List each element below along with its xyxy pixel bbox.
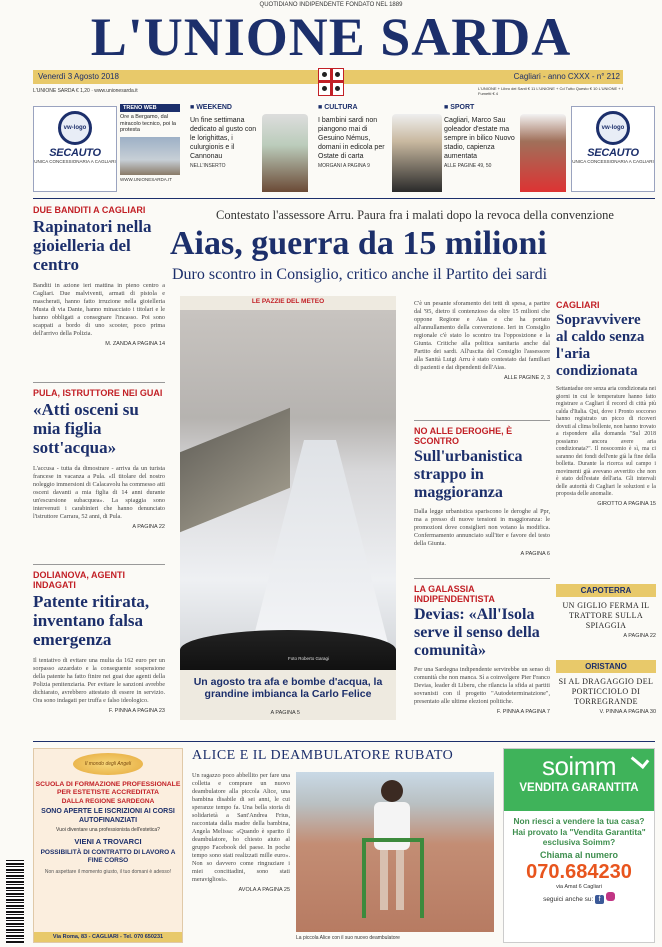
story-kicker: CAGLIARI bbox=[556, 300, 600, 310]
school-region: DALLA REGIONE SARDEGNA bbox=[61, 798, 155, 805]
alice-photo-caption: La piccola Alice con il suo nuovo deambulatore bbox=[296, 935, 400, 941]
photo-credit: Foto Roberto Garagi bbox=[288, 656, 330, 661]
treno-web-text: Ore a Bergamo, dal miracolo tecnico, poi la protesta bbox=[120, 114, 176, 133]
photo-kicker: LE PAZZIE DEL METEO bbox=[251, 298, 325, 305]
soimm-call: Chiama al numero bbox=[539, 849, 619, 860]
box-title: ORISTANO bbox=[556, 660, 656, 673]
story-ref: GIROTTO A PAGINA 15 bbox=[597, 500, 656, 507]
story-pula[interactable] bbox=[33, 388, 165, 530]
school-contract: POSSIBILITÀ DI CONTRATTO DI LAVORO A FINE CORSO bbox=[40, 849, 176, 864]
story-title: «Atti osceni su mia figlia sott'acqua» bbox=[33, 400, 139, 457]
story-urbanistica[interactable] bbox=[414, 426, 550, 557]
barcode-icon bbox=[6, 860, 24, 944]
secauto-ad-right[interactable] bbox=[571, 106, 655, 192]
school-visit: VIENI A TROVARCI bbox=[74, 837, 142, 846]
aias-article[interactable] bbox=[414, 300, 550, 381]
story-title: Rapinatori nella gioielleria del centro bbox=[33, 217, 152, 274]
masthead-tagline: QUOTIDIANO INDIPENDENTE FONDATO NEL 1889 bbox=[259, 2, 403, 8]
story-rapinatori[interactable] bbox=[33, 205, 165, 347]
soimm-ad[interactable] bbox=[503, 748, 655, 943]
cultura-text: I bambini sardi non piangono mai di Gesuino Némus, domani in edicola per Ostate di carta bbox=[318, 117, 385, 160]
story-dolianova[interactable] bbox=[33, 570, 165, 714]
story-title: Sull'urbanistica strappo in maggioranza bbox=[414, 448, 523, 501]
story-body: Settantadue ore senza aria condizionata nei giorni in cui le temperature hanno fatto registrare a Cagliari il record di città più calda d'Italia. Qui, dove i Pronto soccorso hanno registrato un picco di ricoveri dovuti al clima bollente, non hanno trovato a rispondere alla domanda "Sul 2018 possiamo ancora avere aria condizionata?". Il nosocomio è sì, ma ci saranno dei fondi dell'ente già la fine della bolletta. Durante la ricerca sul campo i movimenti già avevano avvertito che non è stato dell'estate dell'aria. Gli intervali delle autorità di Cagliari le soluzioni e la proposta delle anomalie. bbox=[556, 386, 656, 497]
secauto-sub: UNICA CONCESSIONARIA A CAGLIARI bbox=[572, 159, 654, 164]
secauto-brand: SECAUTO bbox=[587, 147, 639, 159]
story-body: Banditi in azione ieri mattina in pieno centro a Cagliari. Due malviventi, armati di pistola e mascherati, hanno fatto irruzione nella gioielleria Musta di via Dante, hanno minacciato i titolari e le hanno obbligati a consegnare l'incasso. Poi sono scappati a bordo di uno scooter, poco prima dell'arrivo della Polizia. bbox=[33, 282, 165, 337]
facebook-icon[interactable]: f bbox=[595, 895, 604, 904]
masthead-date: Venerdì 3 Agosto 2018 bbox=[38, 72, 119, 81]
soimm-follow: seguici anche su: bbox=[543, 895, 594, 903]
box-ref: A PAGINA 22 bbox=[623, 633, 656, 639]
school-question: Vuoi diventare una professionista dell'estetica? bbox=[56, 827, 160, 833]
alice-title[interactable]: ALICE E IL DEAMBULATORE RUBATO bbox=[192, 748, 454, 763]
school-address: Via Roma, 83 - CAGLIARI - Tel. 070 650231 bbox=[34, 932, 182, 942]
school-title: SCUOLA DI FORMAZIONE PROFESSIONALE PER ESTETISTE ACCREDITATA bbox=[35, 781, 181, 796]
story-body: Per una Sardegna indipendente servirebbe un senso di comunità che non manca. Sì a coinvolgere Pier Franco Devias, leader di Liberu, che rilancia la sfida ai partiti sovranisti con il progetto "Autodeterminatzione", presentato alle ultime elezioni politiche. bbox=[414, 666, 550, 705]
treno-web-url: WWW.UNIONESARDA.IT bbox=[120, 176, 172, 182]
masthead-issue: Cagliari - anno CXXX - n° 212 bbox=[513, 72, 620, 81]
sport-text: Cagliari, Marco Sau goleador d'estate ma sempre in bilico Nuovo stadio, capienza aumentata bbox=[444, 117, 515, 160]
soimm-sale: VENDITA GARANTITA bbox=[519, 782, 639, 794]
masthead-right-info: L'UNIONE + Libro dei Santi € 11 L'UNIONE + Cd Tutto Questo € 10 L'UNIONE + I Fumetti € 4 bbox=[478, 86, 623, 96]
cultura-teaser[interactable]: ■ CULTURA I bambini sardi non piangono mai di Gesuino Némus, domani in edicola per Ostate di carta MORGANI A PAGINA 9 bbox=[318, 104, 443, 192]
soimm-phone[interactable]: 070.684230 bbox=[526, 860, 632, 883]
instagram-icon[interactable] bbox=[606, 892, 615, 901]
story-title: Devias: «All'Isola serve il senso della comunità» bbox=[414, 606, 540, 659]
cultura-photo bbox=[392, 114, 442, 192]
secauto-ad-left[interactable] bbox=[33, 106, 117, 192]
secauto-brand: SECAUTO bbox=[49, 147, 101, 159]
vw-logo-icon: vw-logo bbox=[58, 111, 92, 145]
sport-teaser[interactable]: ■ SPORT Cagliari, Marco Sau goleador d'estate ma sempre in bilico Nuovo stadio, capienza aumentata ALLE PAGINE 49, 50 bbox=[444, 104, 568, 192]
soimm-address: via Amat 6 Cagliari bbox=[556, 883, 602, 890]
aias-body: C'è un pesante sforamento dei tetti di spesa, a partire dal '95, dietro il contenzioso da oltre 15 milioni che oppone Regione e Aias e che ha portato all'annullamento della convenzione. Ieri in Consiglio regionale c'è stato lo scontro tra l'opposizione e la Giunta. Critiche alla politica sanitaria anche dal Partito dei sardi. All'uscita del Consiglio l'assessore alla Sanità Luigi Arru è stato contestato dai familiari di pazienti e dai dipendenti dell'Aias. bbox=[414, 300, 550, 371]
story-kicker: DUE BANDITI A CAGLIARI bbox=[33, 205, 146, 215]
aias-ref: ALLE PAGINE 2, 3 bbox=[503, 375, 550, 381]
alice-ref: AVOLA A PAGINA 25 bbox=[238, 887, 290, 893]
vw-logo-icon: vw-logo bbox=[596, 111, 630, 145]
sport-label: SPORT bbox=[450, 104, 475, 111]
box-oristano[interactable] bbox=[556, 660, 656, 715]
story-devias[interactable] bbox=[414, 584, 550, 715]
alice-body: Un ragazzo poco abbellito per fare una colletta e comprare un nuovo deambulatore alla piccola Alice, una bambina disabile di sei anni, le cui speranze tempo fa. Una bella storia di solidarietà a Sant'Andrea Frius, raccontata dalla madre della bambina, Angela Melissa: «Quando è sparito il deambulatore, ho chiesto aiuto al gruppo Facebook del paese. In poche tempo sono stati realizzati mille euro». Non so davvero come ringraziare i miei concittadini, sono stati meravigliosi». bbox=[192, 772, 290, 883]
story-title: Sopravvivere al caldo senza l'aria condizionata bbox=[556, 312, 645, 379]
lead-headline[interactable]: Aias, guerra da 15 milioni bbox=[170, 225, 547, 262]
weather-photo bbox=[180, 310, 396, 670]
story-ref: F. PINNA A PAGINA 7 bbox=[496, 709, 550, 715]
sport-ref: ALLE PAGINE 49, 50 bbox=[444, 163, 492, 169]
story-ref: F. PINNA A PAGINA 23 bbox=[108, 708, 165, 714]
cultura-label: CULTURA bbox=[324, 104, 358, 111]
school-ad[interactable] bbox=[33, 748, 183, 943]
school-brand: Il mondo degli Angeli bbox=[73, 753, 143, 775]
weekend-label: WEEKEND bbox=[196, 104, 232, 111]
box-capoterra[interactable] bbox=[556, 584, 656, 639]
story-ref: A PAGINA 6 bbox=[520, 551, 550, 557]
story-title: Patente ritirata, inventano falsa emergenza bbox=[33, 592, 150, 649]
weather-photo-box[interactable] bbox=[180, 296, 396, 720]
photo-caption: Un agosto tra afa e bombe d'acqua, la grandine imbianca la Carlo Felice bbox=[193, 676, 383, 700]
story-caldo[interactable] bbox=[556, 300, 656, 507]
box-text: UN GIGLIO FERMA IL TRATTORE SULLA SPIAGGIA bbox=[562, 601, 650, 630]
soimm-brand: soimm bbox=[541, 751, 617, 781]
soimm-question: Non riesci a vendere la tua casa? Hai provato la "Vendita Garantita" esclusiva Soimm? bbox=[512, 816, 646, 847]
story-ref: M. ZANDA A PAGINA 14 bbox=[105, 341, 165, 347]
story-kicker: DOLIANOVA, AGENTI INDAGATI bbox=[33, 570, 125, 590]
story-kicker: LA GALASSIA INDIPENDENTISTA bbox=[414, 584, 495, 604]
weekend-text: Un fine settimana dedicato al gusto con le lorighittas, i culurgionis e il Cannonau bbox=[190, 117, 257, 160]
box-text: SI AL DRAGAGGIO DEL PORTICCIOLO DI TORREGRANDE bbox=[558, 677, 654, 706]
story-kicker: NO ALLE DEROGHE, È SCONTRO bbox=[414, 426, 513, 446]
masthead-title: L'UNIONE SARDA bbox=[90, 7, 572, 67]
story-ref: A PAGINA 22 bbox=[132, 524, 165, 530]
box-title: CAPOTERRA bbox=[556, 584, 656, 597]
lead-subhead: Duro scontro in Consiglio, critico anche il Partito dei sardi bbox=[172, 266, 548, 283]
box-ref: V. PINNA A PAGINA 30 bbox=[599, 709, 656, 715]
story-body: Dalla legge urbanistica spariscono le deroghe al Ppr, ma a presso di nuove tensioni in maggioranza: le promozioni dove consiglieri non votano la modifica. Confermamento annunciato sull'iter e favore del testo della Giunta. bbox=[414, 508, 550, 547]
weekend-photo bbox=[262, 114, 308, 192]
treno-web-teaser[interactable] bbox=[120, 104, 180, 192]
story-body: Il tentativo di evitare una multa da 162 euro per un sorpasso azzardato e la conseguente sospensione della patente ha fatto finire nei guai due agenti della Polizia penitenziaria. Per evitare le sanzioni avrebbe dichiarato, avrebbero attestato di essere in servizio. Ora sono indagati per truffa e falso ideologico. bbox=[33, 657, 165, 704]
cultura-ref: MORGANI A PAGINA 9 bbox=[318, 163, 370, 169]
school-note: Non aspettare il momento giusto, il tuo domani è adesso! bbox=[44, 869, 172, 875]
weekend-teaser[interactable]: ■ WEEKEND Un fine settimana dedicato al gusto con le lorighittas, i culurgionis e il Cannonau NELL'INSERTO bbox=[190, 104, 310, 192]
story-kicker: PULA, ISTRUTTORE NEI GUAI bbox=[33, 388, 163, 398]
story-body: L'accusa - tutta da dimostrare - arriva da un turista francese in vacanza a Pula. «Il titolare del nostro noleggio immersioni di Calacavolu ha commesso atti osceni davanti a mia figlia di 14 anni durante un'escursione subacquea». La spiaggia sono intervenuti i carabinieri che hanno denunciato l'istruttore Carrara, 52 anni, di Pula. bbox=[33, 465, 165, 520]
alice-photo bbox=[296, 772, 494, 932]
school-open: SONO APERTE LE ISCRIZIONI AI CORSI AUTOFINANZIATI bbox=[41, 808, 175, 824]
secauto-sub: UNICA CONCESSIONARIA A CAGLIARI bbox=[34, 159, 116, 164]
lead-overline: Contestato l'assessore Arru. Paura fra i malati dopo la revoca della convenzione bbox=[216, 208, 614, 222]
masthead-left-info: L'UNIONE SARDA € 1,20 · www.unionesarda.it bbox=[33, 88, 138, 94]
alice-article[interactable] bbox=[192, 772, 290, 893]
photo-ref: A PAGINA 5 bbox=[270, 710, 300, 716]
four-moors-emblem-icon bbox=[318, 68, 344, 96]
sport-photo bbox=[520, 114, 566, 192]
treno-web-label: TRENO WEB bbox=[120, 104, 180, 112]
weekend-ref: NELL'INSERTO bbox=[190, 163, 226, 169]
